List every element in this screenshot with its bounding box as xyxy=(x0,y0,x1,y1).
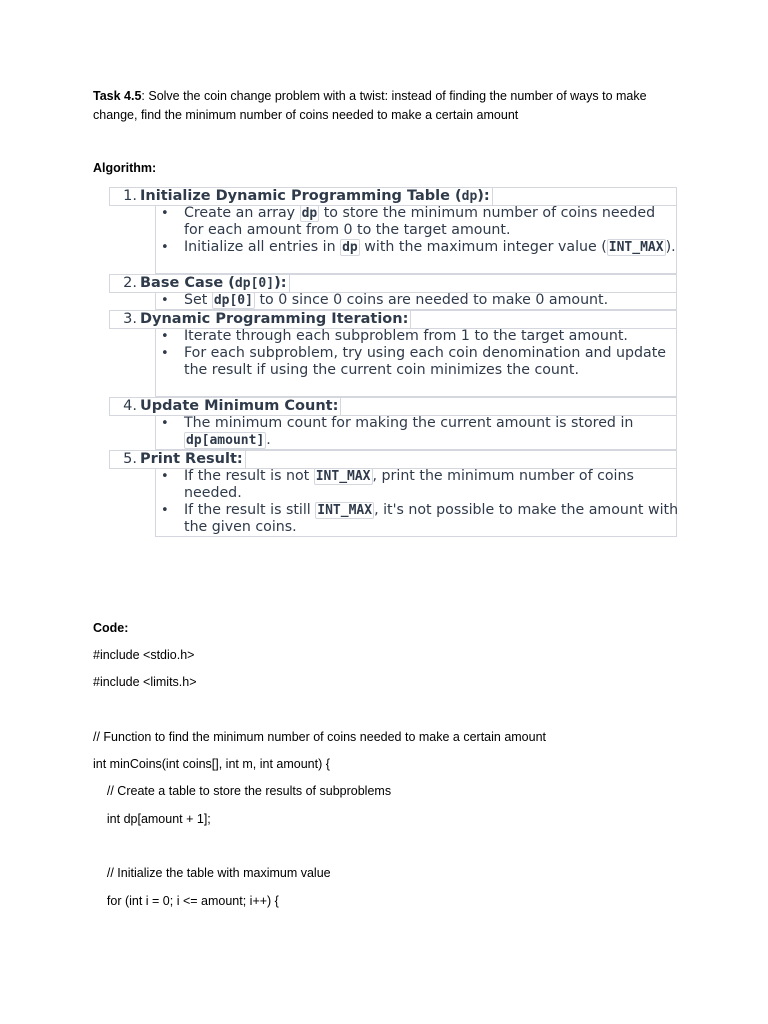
code-line: int dp[amount + 1]; xyxy=(93,812,211,826)
step-code: dp[0] xyxy=(234,276,275,291)
step-title: Print Result: xyxy=(140,451,246,468)
inline-code: INT_MAX xyxy=(608,240,664,255)
inline-code: dp[0] xyxy=(213,293,253,308)
code-line: #include <limits.h> xyxy=(93,675,197,689)
bullet-item: • The minimum count for making the current amount is stored in dp[amount] . xyxy=(184,415,679,449)
bullet-item: • Initialize all entries in dp with the maximum integer value ( INT_MAX ). xyxy=(184,239,679,256)
bullet-item: • If the result is not INT_MAX , print the minimum number of coins needed. xyxy=(184,468,679,502)
step-code: dp xyxy=(461,189,478,204)
step-title: Initialize Dynamic Programming Table ( xyxy=(140,188,462,204)
inline-code: dp xyxy=(342,240,358,255)
bullet-item: • Iterate through each subproblem from 1 to the target amount. xyxy=(184,328,679,345)
code-line: // Initialize the table with maximum value xyxy=(93,866,331,880)
step-title: Dynamic Programming Iteration: xyxy=(140,311,411,328)
task-paragraph xyxy=(93,87,683,125)
step-number: 5. xyxy=(123,451,137,467)
inline-code: INT_MAX xyxy=(315,469,371,484)
step-tail: ): xyxy=(274,275,287,291)
code-line: for (int i = 0; i <= amount; i++) { xyxy=(93,894,279,908)
code-line: int minCoins(int coins[], int m, int amount) { xyxy=(93,757,330,771)
step-2 xyxy=(109,274,677,293)
task-text: : Solve the coin change problem with a twist: instead of finding the number of ways to make change, find the minimum number of coins needed to make a certain amount xyxy=(93,89,647,122)
inline-code: dp[amount] xyxy=(186,433,265,449)
algorithm-heading: Algorithm: xyxy=(93,161,157,175)
code-line: #include <stdio.h> xyxy=(93,648,195,662)
inline-code: dp xyxy=(301,206,318,221)
step-1 xyxy=(109,187,677,206)
step-5 xyxy=(109,450,677,469)
step-tail: ): xyxy=(477,188,490,204)
task-label: Task 4.5 xyxy=(93,89,142,103)
code-line: // Create a table to store the results of subproblems xyxy=(93,784,392,798)
step-number: 1. xyxy=(123,188,137,204)
step-3 xyxy=(109,310,677,329)
bullet-item: • Create an array dp to store the minimum number of coins needed for each amount from 0 to the target amount. xyxy=(184,205,679,239)
inline-code: INT_MAX xyxy=(317,503,373,518)
code-heading: Code: xyxy=(93,621,129,635)
step-title: Update Minimum Count: xyxy=(140,398,341,415)
step-4 xyxy=(109,397,677,416)
step-title: Base Case ( xyxy=(140,275,235,291)
step-number: 3. xyxy=(123,311,137,327)
step-number: 4. xyxy=(123,398,137,414)
bullet-item: • For each subproblem, try using each coin denomination and update the result if using the current coin minimizes the count. xyxy=(184,345,679,379)
bullet-item: • Set dp[0] to 0 since 0 coins are needed to make 0 amount. xyxy=(184,292,679,309)
step-number: 2. xyxy=(123,275,137,291)
code-line: // Function to find the minimum number of coins needed to make a certain amount xyxy=(93,730,547,744)
bullet-item: • If the result is still INT_MAX , it's not possible to make the amount with the given coins. xyxy=(184,502,679,536)
